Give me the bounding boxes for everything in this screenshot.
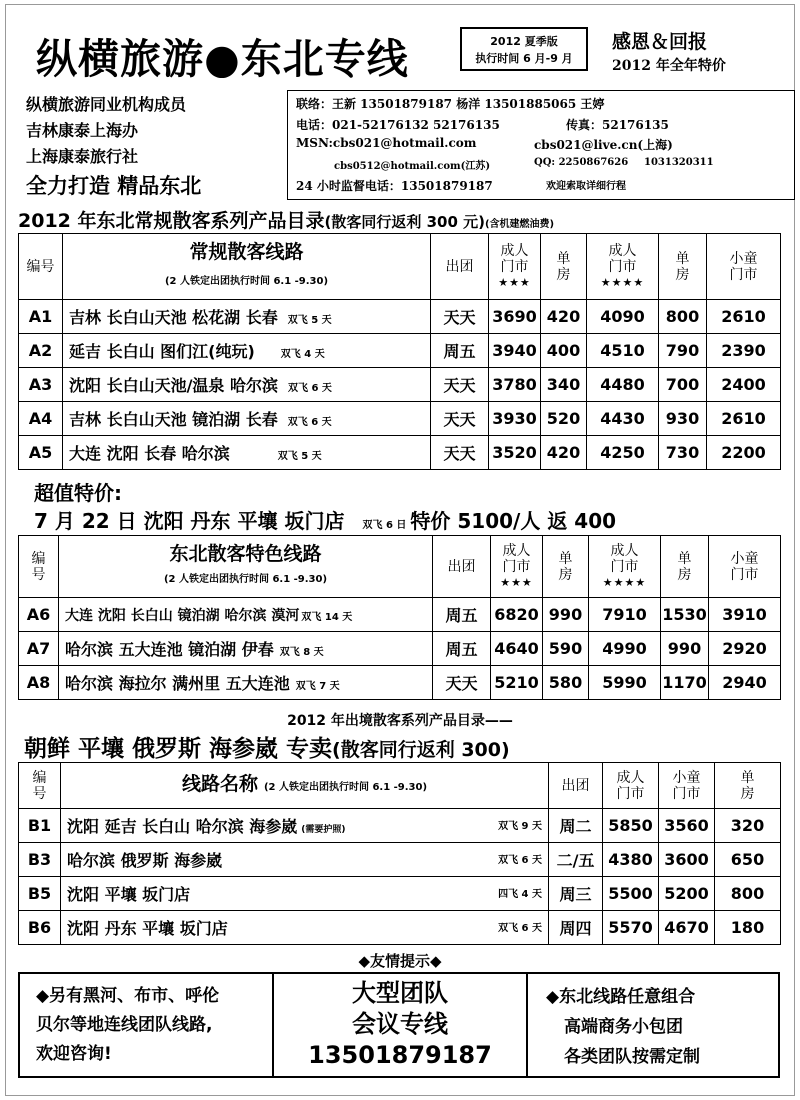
header-depart: 出团 <box>431 234 489 300</box>
table-row: A4 吉林 长白山天池 镜泊湖 长春 双飞 6 天 天天 3930 520 4430 930 2610 <box>19 402 781 436</box>
catalog-1-tiny: (含机建燃油费) <box>484 219 555 230</box>
tips-middle: 大型团队 会议专线 13501879187 <box>274 974 528 1076</box>
header-adult-4star: 成人门市 ★★★★ <box>587 234 659 300</box>
special-offer-tag: 双飞 6 日 <box>362 520 407 531</box>
header-no: 编号 <box>19 536 59 598</box>
contact-qq-2: 1031320311 <box>644 156 714 168</box>
contact-supervision: 24 小时监督电话：13501879187 <box>296 179 493 193</box>
table-row: A1 吉林 长白山天池 松花湖 长春 双飞 5 天 天天 3690 420 4090 800 2610 <box>19 300 781 334</box>
contact-fax: 传真：52176135 <box>566 117 669 132</box>
contact-msn-shanghai: cbs021@live.cn(上海) <box>534 138 673 152</box>
header-child: 小童门市 <box>707 234 781 300</box>
table-row: A2 延吉 长白山 图们江(纯玩) 双飞 4 天 周五 3940 400 4510 790 2390 <box>19 334 781 368</box>
annual-offer: 2012 年全年特价 <box>612 58 726 74</box>
contact-qq: QQ: 2250867626 <box>534 156 629 168</box>
header-child: 小童门市 <box>659 763 715 809</box>
header-route: 线路名称 (2 人铁定出团执行时间 6.1 -9.30) <box>61 763 549 809</box>
catalog-1-title <box>18 206 554 233</box>
header-depart: 出团 <box>549 763 603 809</box>
special-offer-price: 特价 5100/人 返 400 <box>410 509 617 533</box>
header-single-4star: 单房 <box>661 536 709 598</box>
table-row: B5 沈阳 平壤 坂门店 四飞 4 天 周三 5500 5200 800 <box>19 877 781 911</box>
edition-box <box>460 27 588 71</box>
special-offer-label: 超值特价: <box>34 481 122 505</box>
brand-title: 纵横旅游●东北专线 <box>36 35 409 83</box>
agency-office-1: 吉林康泰上海办 <box>26 121 139 140</box>
header-single-3star: 单房 <box>541 234 587 300</box>
agency-office-2: 上海康泰旅行社 <box>26 147 139 166</box>
catalog-1-note: (散客同行返利 300 元) <box>324 213 485 231</box>
table-row: B6 沈阳 丹东 平壤 坂门店 双飞 6 天 周四 5570 4670 180 <box>19 911 781 945</box>
edition-label: 2012 夏季版 <box>490 35 558 48</box>
special-offer-line <box>34 505 616 534</box>
table-featured-routes <box>18 535 781 700</box>
table-row: A8 哈尔滨 海拉尔 满州里 五大连池 双飞 7 天 天天 5210 580 5990 1170 2940 <box>19 666 781 700</box>
contact-phone: 电话：021-52176132 52176135 <box>296 117 500 132</box>
table-row: A7 哈尔滨 五大连池 镜泊湖 伊春 双飞 8 天 周五 4640 590 4990 990 2920 <box>19 632 781 666</box>
catalog-2-title <box>24 730 510 763</box>
header-route: 常规散客线路 (2 人铁定出团执行时间 6.1 -9.30) <box>63 234 431 300</box>
contact-welcome: 欢迎索取详细行程 <box>546 181 626 192</box>
header-child: 小童门市 <box>709 536 781 598</box>
table-row: A5 大连 沈阳 长春 哈尔滨 双飞 5 天 天天 3520 420 4250 730 2200 <box>19 436 781 470</box>
table-regular-routes <box>18 233 781 470</box>
header-single-4star: 单房 <box>659 234 707 300</box>
gratitude-text: 感恩＆回报 <box>612 31 708 53</box>
header-adult-3star: 成人门市 ★★★ <box>489 234 541 300</box>
header-adult: 成人门市 <box>603 763 659 809</box>
contact-msn: MSN:cbs021@hotmail.com <box>296 136 477 150</box>
table-outbound-routes <box>18 762 781 945</box>
header-no: 编号 <box>19 763 61 809</box>
table-row: A6 大连 沈阳 长白山 镜泊湖 哈尔滨 漠河 双飞 14 天 周五 6820 990 7910 1530 3910 <box>19 598 781 632</box>
header-adult-3star: 成人门市 ★★★ <box>491 536 543 598</box>
header-depart: 出团 <box>433 536 491 598</box>
header-single: 单房 <box>715 763 781 809</box>
catalog-1-heading: 2012 年东北常规散客系列产品目录 <box>18 210 325 232</box>
hotline-number: 13501879187 <box>308 1041 492 1069</box>
table-row: B3 哈尔滨 俄罗斯 海参崴 双飞 6 天 二/五 4380 3600 650 <box>19 843 781 877</box>
header-route: 东北散客特色线路 (2 人铁定出团执行时间 6.1 -9.30) <box>59 536 433 598</box>
agency-block <box>26 92 288 202</box>
header-no: 编号 <box>19 234 63 300</box>
gratitude-block <box>612 30 726 78</box>
tips-title: ◆友情提示◆ <box>358 952 442 970</box>
agency-slogan: 全力打造 精品东北 <box>26 174 202 198</box>
special-offer-route: 7 月 22 日 沈阳 丹东 平壤 坂门店 <box>34 509 345 533</box>
tips-right: ◆东北线路任意组合 高端商务小包团 各类团队按需定制 <box>546 987 700 1067</box>
tips-left: ◆另有黑河、布市、呼伦 贝尔等地连线团队线路, 欢迎咨询! <box>20 974 274 1076</box>
tips-box <box>18 972 780 1078</box>
catalog-2-note: (散客同行返利 300) <box>332 739 510 761</box>
edition-dates: 执行时间 6 月-9 月 <box>475 52 573 65</box>
catalog-2-heading: 朝鲜 平壤 俄罗斯 海参崴 专卖 <box>24 736 333 762</box>
catalog-2-caption: 2012 年出境散客系列产品目录—— <box>287 713 513 729</box>
table-row: B1 沈阳 延吉 长白山 哈尔滨 海参崴 (需要护照) 双飞 9 天 周二 5850 3560 320 <box>19 809 781 843</box>
contact-msn-jiangsu: cbs0512@hotmail.com(江苏) <box>334 160 491 172</box>
contact-box <box>287 90 795 200</box>
header-adult-4star: 成人门市 ★★★★ <box>589 536 661 598</box>
table-row: A3 沈阳 长白山天池/温泉 哈尔滨 双飞 6 天 天天 3780 340 4480 700 2400 <box>19 368 781 402</box>
header-single-3star: 单房 <box>543 536 589 598</box>
contact-people: 联络：王新 13501879187 杨洋 13501885065 王婷 <box>296 97 605 111</box>
agency-member: 纵横旅游同业机构成员 <box>26 95 187 114</box>
